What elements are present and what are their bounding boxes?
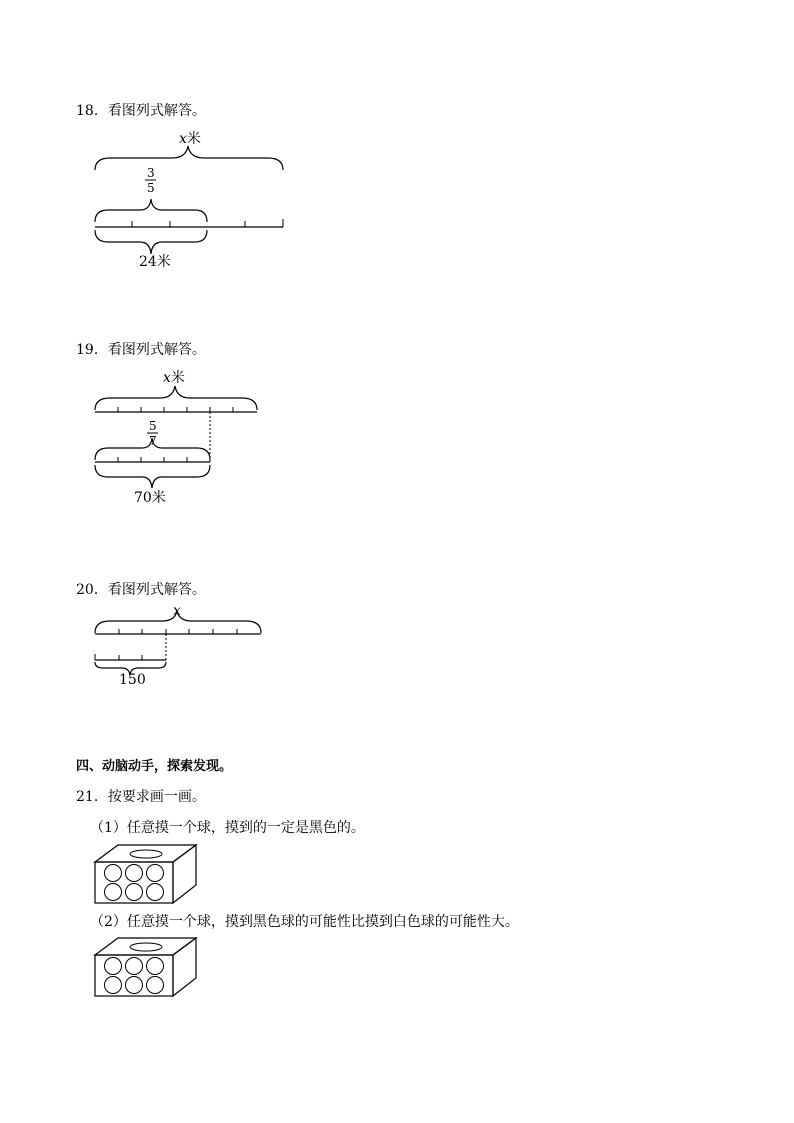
q21-box2-ball xyxy=(105,977,122,994)
q21-box2-opening xyxy=(130,943,162,951)
q20-whole-label: x xyxy=(173,603,181,619)
q18-whole-label: x米 xyxy=(179,131,201,147)
q21-label: 21．按要求画一画。 xyxy=(76,789,206,805)
q21-sub1: （1）任意摸一个球，摸到的一定是黑色的。 xyxy=(90,820,365,836)
q21-box2-ball xyxy=(105,958,122,975)
q19-frac-den: 7 xyxy=(149,434,157,448)
q21-box2-ball xyxy=(126,977,143,994)
q18-part-label: 24米 xyxy=(139,254,171,270)
q19-frac-num: 5 xyxy=(149,419,157,433)
q18-label: 18．看图列式解答。 xyxy=(76,103,206,119)
q18-frac-den: 5 xyxy=(147,181,155,195)
q20-part-label: 150 xyxy=(119,672,146,688)
q21-box2-ball xyxy=(126,958,143,975)
q21-box2-ball xyxy=(147,977,164,994)
q21-box2-ball xyxy=(147,958,164,975)
q19-label: 19．看图列式解答。 xyxy=(76,342,206,358)
q21-sub2: （2）任意摸一个球，摸到黑色球的可能性比摸到白色球的可能性大。 xyxy=(90,914,519,930)
q19-whole-label: x米 xyxy=(163,370,185,386)
q19-part-label: 70米 xyxy=(134,490,166,506)
q20-label: 20．看图列式解答。 xyxy=(76,582,206,598)
q18-frac-num: 3 xyxy=(147,166,155,180)
section4-title: 四、动脑动手，探索发现。 xyxy=(76,759,233,774)
